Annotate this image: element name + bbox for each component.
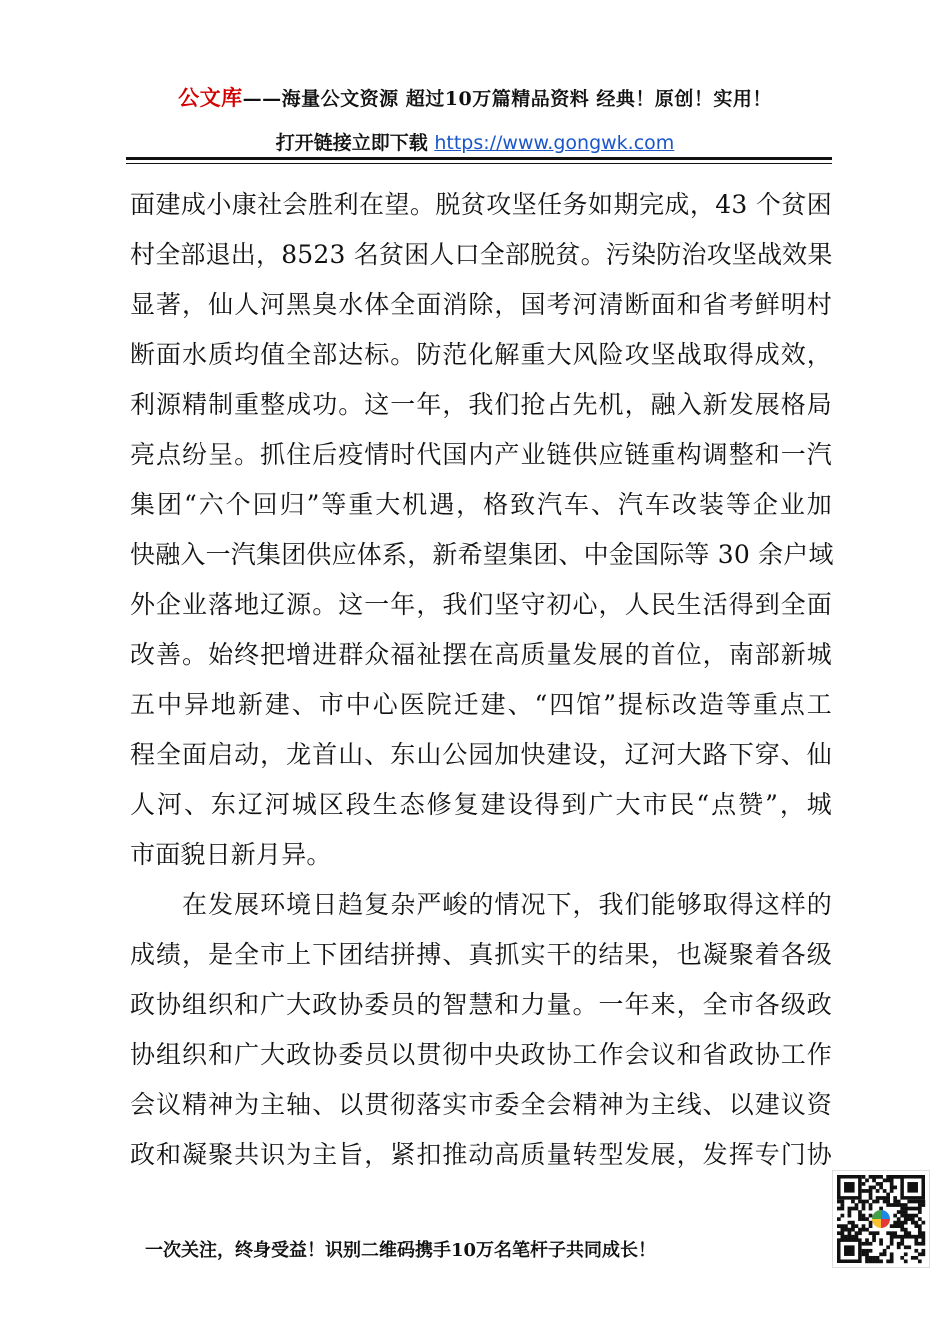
body-line: 市面貌日新月异。 xyxy=(130,840,332,869)
header-divider-thin xyxy=(126,163,832,164)
body-line: 成绩，是全市上下团结拼搏、真抓实干的结果，也凝聚着各级 xyxy=(130,940,832,969)
footer-slogan: 一次关注，终身受益！识别二维码携手10万名笔杆子共同成长！ xyxy=(145,1240,657,1261)
body-line: 断面水质均值全部达标。防范化解重大风险攻坚战取得成效， xyxy=(130,340,832,369)
header-divider-thick xyxy=(126,157,832,160)
body-line: 协组织和广大政协委员以贯彻中央政协工作会议和省政协工作 xyxy=(130,1040,832,1069)
body-line: 会议精神为主轴、以贯彻落实市委全会精神为主线、以建议资 xyxy=(130,1090,832,1119)
body-line: 外企业落地辽源。这一年，我们坚守初心，人民生活得到全面 xyxy=(130,590,832,619)
header-banner xyxy=(0,82,950,112)
body-line: 人河、东辽河城区段生态修复建设得到广大市民“点赞”，城 xyxy=(130,790,832,819)
body-line: 村全部退出，8523 名贫困人口全部脱贫。污染防治攻坚战效果 xyxy=(130,240,833,269)
header-tagline: ——海量公文资源 超过10万篇精品资料 经典！原创！实用！ xyxy=(242,88,772,110)
body-line: 面建成小康社会胜利在望。脱贫攻坚任务如期完成，43 个贫困 xyxy=(130,190,832,219)
site-link[interactable]: https://www.gongwk.com xyxy=(434,132,675,154)
body-line: 在发展环境日趋复杂严峻的情况下，我们能够取得这样的 xyxy=(130,890,832,919)
body-line: 快融入一汽集团供应体系，新希望集团、中金国际等 30 余户域 xyxy=(130,540,834,569)
body-line: 集团“六个回归”等重大机遇，格致汽车、汽车改装等企业加 xyxy=(130,490,832,519)
qr-code-icon[interactable] xyxy=(832,1170,930,1268)
body-line: 改善。始终把增进群众福祉摆在高质量发展的首位，南部新城 xyxy=(130,640,832,669)
body-line: 亮点纷呈。抓住后疫情时代国内产业链供应链重构调整和一汽 xyxy=(130,440,832,469)
body-line: 五中异地新建、市中心医院迁建、“四馆”提标改造等重点工 xyxy=(130,690,832,719)
qr-code-graphic xyxy=(833,1171,929,1267)
download-line xyxy=(0,128,950,155)
body-line: 显著，仙人河黑臭水体全面消除，国考河清断面和省考鲜明村 xyxy=(130,290,832,319)
body-line: 利源精制重整成功。这一年，我们抢占先机，融入新发展格局 xyxy=(130,390,832,419)
body-line: 政协组织和广大政协委员的智慧和力量。一年来，全市各级政 xyxy=(130,990,832,1019)
download-prefix: 打开链接立即下载 xyxy=(275,132,428,154)
document-body xyxy=(130,180,832,1180)
body-line: 政和凝聚共识为主旨，紧扣推动高质量转型发展，发挥专门协 xyxy=(130,1140,832,1169)
body-line: 程全面启动，龙首山、东山公园加快建设，辽河大路下穿、仙 xyxy=(130,740,832,769)
brand-name: 公文库 xyxy=(178,85,243,110)
